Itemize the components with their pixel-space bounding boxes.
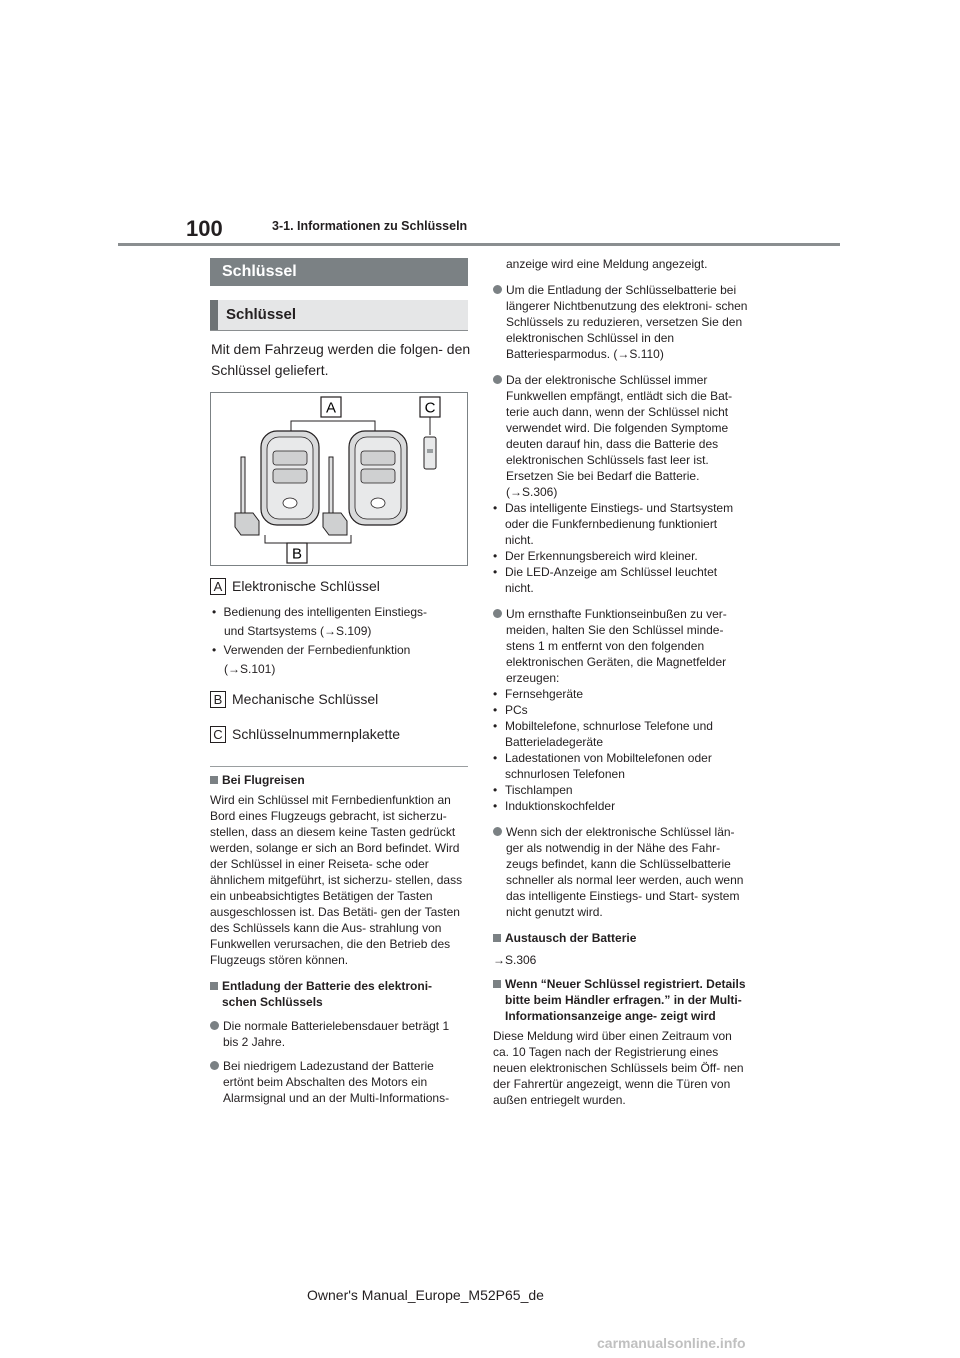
- keys-illustration: [211, 393, 467, 565]
- chapter-title: 3-1. Informationen zu Schlüsseln: [272, 219, 468, 233]
- a-bullet-2-line2: (→S.101): [224, 662, 276, 676]
- legend-b-letter: B: [210, 691, 226, 708]
- label-b: B: [291, 545, 303, 563]
- subsection-rule: [210, 330, 468, 331]
- note-heading-flight: Bei Flugreisen: [210, 772, 466, 788]
- square-bullet-icon: [210, 982, 218, 990]
- note-flight-text: Wird ein Schlüssel mit Fernbedienfunktion an Bord eines Flugzeugs gebracht, ist sicherzu- stellen, dass an diesem keine Tasten gedrückt werden, solange er sich an Bord befindet. Wird der Schlüssel in einer Reiseta- sche oder ähnlichem mitgeführt, ist sicherzu- stellen, dass ein unbeabsichtigtes Betätigen der Tasten ausgeschlossen ist. Das Betäti- gen der Tasten des Schlüssels kann die Aus- strahlung von Funkwellen verursachen, die den Betrieb des Flugzeugs stören können.: [210, 793, 463, 967]
- new-key-text: Diese Meldung wird über einen Zeitraum von ca. 10 Tagen nach der Registrierung eines neuen elektronischen Schlüssels beim Öff- nen der Fahrertür angezeigt, wenn die Türen von außen entriegelt wurden.: [493, 1029, 744, 1107]
- keys-figure: [210, 392, 468, 566]
- legend-a-letter: A: [210, 578, 226, 595]
- section-title: Schlüssel: [210, 258, 468, 286]
- square-bullet-icon: [493, 980, 501, 988]
- round-bullet-icon: [493, 285, 502, 294]
- intro-text: Mit dem Fahrzeug werden die folgen- den Schlüssel geliefert.: [211, 341, 471, 378]
- note-heading-battery: Entladung der Batterie des elektroni- schen Schlüssels: [210, 978, 466, 1010]
- note-low-battery: Bei niedrigem Ladezustand der Batterie ertönt beim Abschalten des Motors ein Alarmsignal und an der Multi-Informations-: [210, 1058, 466, 1106]
- key-number-plate-icon: [424, 437, 436, 469]
- electronic-key-right-icon: [349, 431, 407, 525]
- device-item: • Tischlampen: [493, 783, 573, 797]
- left-notes: [210, 772, 466, 1106]
- a-bullet-2-line1: Verwenden der Fernbedienfunktion: [223, 643, 411, 657]
- subsection-title: Schlüssel: [210, 300, 468, 330]
- mechanical-key-left-icon: [235, 457, 259, 535]
- device-item: • PCs: [493, 703, 528, 717]
- legend-c-text: Schlüsselnummernplakette: [232, 726, 401, 742]
- bullet-mark: •: [212, 605, 217, 619]
- note-proximity: Wenn sich der elektronische Schlüssel län- ger als notwendig in der Nähe des Fahr- zeugs befindet, kann die Schlüsselbatterie schneller als normal leer werden, auch wenn das intelligente Einstiegs- und Start- system nicht genutzt wird.: [493, 824, 749, 920]
- note-battery-saver: Um die Entladung der Schlüsselbatterie bei längerer Nichtbenutzung des elektroni- schen Schlüssels zu reduzieren, versetzen Sie den elektronischen Schlüssel in den Batteriesparmodus. (→S.110): [493, 282, 749, 362]
- a-bullet-1: [212, 603, 427, 621]
- symptom-item: • Der Erkennungsbereich wird kleiner.: [493, 549, 698, 563]
- a-bullet-1-line2: und Startsystems (→S.109): [224, 624, 372, 638]
- device-item: • Ladestationen von Mobiltelefonen oder schnurlosen Telefonen: [493, 751, 712, 781]
- device-item: • Induktionskochfelder: [493, 799, 616, 813]
- notes-divider: [210, 766, 468, 767]
- electronic-key-left-icon: [261, 431, 319, 525]
- legend-c-letter: C: [210, 726, 226, 743]
- legend-b-text: Mechanische Schlüssel: [232, 691, 379, 707]
- round-bullet-icon: [210, 1021, 219, 1030]
- a-bullet-2: [212, 641, 410, 659]
- note-heading-replace: Austausch der Batterie: [493, 930, 749, 946]
- note-interference: Um ernsthafte Funktionseinbußen zu ver- meiden, halten Sie den Schlüssel minde- stens 1 m entfernt von den folgenden elektronischen Geräten, die Magnetfelder erzeugen:: [493, 606, 749, 686]
- right-notes: [493, 256, 749, 1108]
- watermark: carmanualsonline.info: [597, 1335, 746, 1351]
- page-number: 100: [186, 216, 223, 241]
- note-battery-life: Die normale Batterielebensdauer beträgt 1 bis 2 Jahre.: [210, 1018, 466, 1050]
- square-bullet-icon: [210, 776, 218, 784]
- legend-b: [210, 690, 378, 708]
- header-rule: [118, 243, 840, 246]
- device-item: • Fernsehgeräte: [493, 687, 584, 701]
- legend-a: [210, 577, 380, 595]
- round-bullet-icon: [493, 609, 502, 618]
- label-a: A: [325, 399, 337, 417]
- symptom-item: • Die LED-Anzeige am Schlüssel leuchtet nicht.: [493, 565, 718, 595]
- device-item: • Mobiltelefone, schnurlose Telefone und Batterieladegeräte: [493, 719, 713, 749]
- mechanical-key-right-icon: [323, 457, 347, 535]
- note-continuation: anzeige wird eine Meldung angezeigt.: [506, 257, 708, 271]
- round-bullet-icon: [210, 1061, 219, 1070]
- bullet-mark: •: [212, 643, 217, 657]
- round-bullet-icon: [493, 375, 502, 384]
- replace-reference: →S.306: [493, 953, 537, 967]
- legend-a-text: Elektronische Schlüssel: [232, 578, 380, 594]
- square-bullet-icon: [493, 934, 501, 942]
- note-radio-waves: Da der elektronische Schlüssel immer Funkwellen empfängt, entlädt sich die Bat- terie auch dann, wenn der Schlüssel nicht verwendet wird. Die folgenden Symptome deuten darauf hin, dass die Batterie des elektronischen Schlüssels fast leer ist. Ersetzen Sie bei Bedarf die Batterie. (→S.306): [493, 372, 749, 500]
- round-bullet-icon: [493, 827, 502, 836]
- label-c: C: [424, 399, 436, 417]
- note-heading-new-key: Wenn “Neuer Schlüssel registriert. Details bitte beim Händler erfragen.” in der Multi-Informationsanzeige ange- zeigt wird: [493, 976, 749, 1024]
- footer: Owner's Manual_Europe_M52P65_de: [307, 1287, 544, 1303]
- symptom-item: • Das intelligente Einstiegs- und Startsystem oder die Funkfernbedienung funktioniert nicht.: [493, 501, 734, 547]
- a-bullet-1-line1: Bedienung des intelligenten Einstiegs-: [223, 605, 428, 619]
- legend-c: [210, 725, 400, 743]
